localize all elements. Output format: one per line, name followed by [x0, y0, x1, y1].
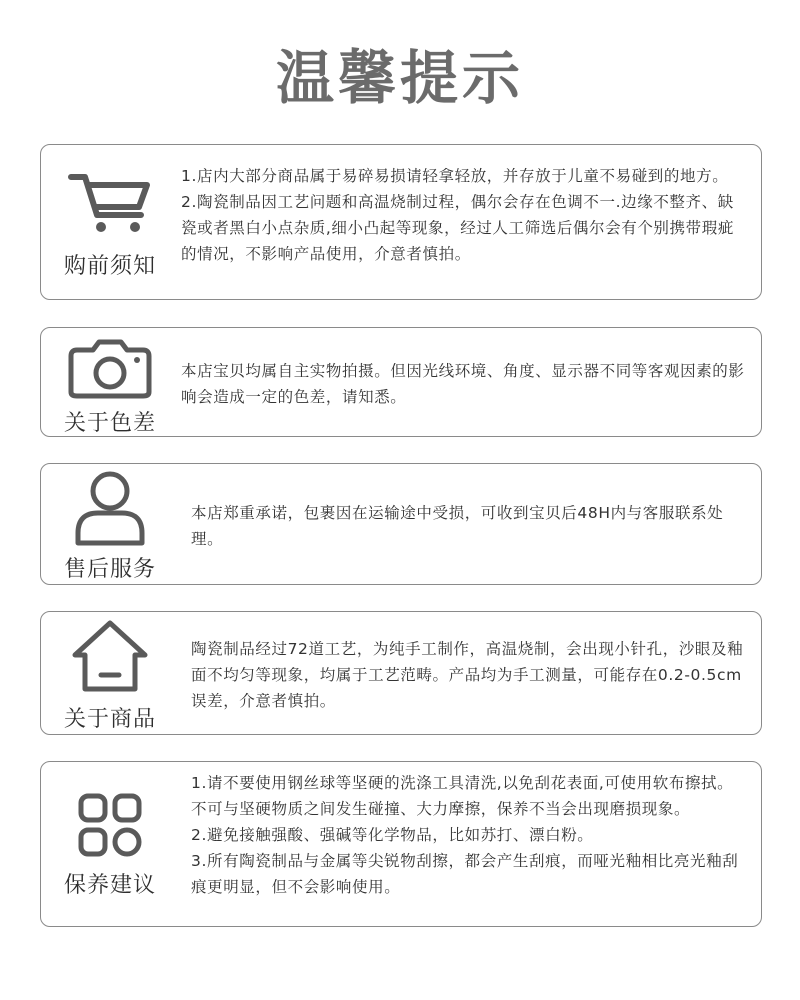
notice-card-about-product — [40, 611, 762, 735]
notice-card-before-purchase — [40, 144, 762, 300]
apps-grid-icon — [55, 790, 165, 860]
house-icon — [55, 616, 165, 694]
card-label-before-purchase: 购前须知 — [63, 254, 156, 279]
card-text-after-sales — [191, 500, 747, 552]
paragraph: 2.陶瓷制品因工艺问题和高温烧制过程，偶尔会存在色调不一.边缘不整齐、缺瓷或者黑白小点杂质,细小凸起等现象，经过人工筛选后偶尔会有个别携带瑕疵的情况，不影响产品使用，介意者慎拍。 — [181, 193, 734, 263]
card-text-about-product — [191, 636, 747, 714]
notice-card-care-advice — [40, 761, 762, 927]
paragraph: 1.请不要使用钢丝球等坚硬的洗涤工具清洗,以免刮花表面,可使用软布擦拭。不可与坚硬物质之间发生碰撞、大力摩擦，保养不当会出现磨损现象。 — [191, 774, 734, 818]
card-label-care-advice: 保养建议 — [63, 873, 156, 898]
card-label-after-sales: 售后服务 — [63, 557, 156, 582]
paragraph: 1.店内大部分商品属于易碎易损请轻拿轻放，并存放于儿童不易碰到的地方。 — [181, 167, 729, 185]
page-title: 温馨提示 — [275, 44, 524, 112]
paragraph: 3.所有陶瓷制品与金属等尖锐物刮擦，都会产生刮痕，而哑光釉相比亮光釉刮痕更明显，但不会影响使用。 — [191, 852, 739, 896]
card-label-about-product: 关于商品 — [63, 707, 156, 732]
paragraph: 陶瓷制品经过72道工艺，为纯手工制作，高温烧制，会出现小针孔，沙眼及釉面不均匀等现象，均属于工艺范畴。产品均为手工测量，可能存在0.2-0.5cm误差，介意者慎拍。 — [191, 640, 744, 710]
paragraph: 本店宝贝均属自主实物拍摄。但因光线环境、角度、显示器不同等客观因素的影响会造成一定的色差，请知悉。 — [181, 362, 745, 406]
card-text-color-difference — [181, 358, 747, 410]
card-text-care-advice — [191, 770, 747, 900]
user-icon — [55, 468, 165, 548]
paragraph: 本店郑重承诺，包裹因在运输途中受损，可收到宝贝后48H内与客服联系处理。 — [191, 504, 724, 548]
shopping-cart-icon — [55, 165, 165, 239]
paragraph: 2.避免接触强酸、强碱等化学物品，比如苏打、漂白粉。 — [191, 826, 594, 844]
notice-card-after-sales — [40, 463, 762, 585]
card-text-before-purchase — [181, 163, 747, 267]
card-label-color-difference: 关于色差 — [63, 411, 156, 436]
camera-icon — [55, 336, 165, 402]
notice-card-color-difference — [40, 327, 762, 437]
